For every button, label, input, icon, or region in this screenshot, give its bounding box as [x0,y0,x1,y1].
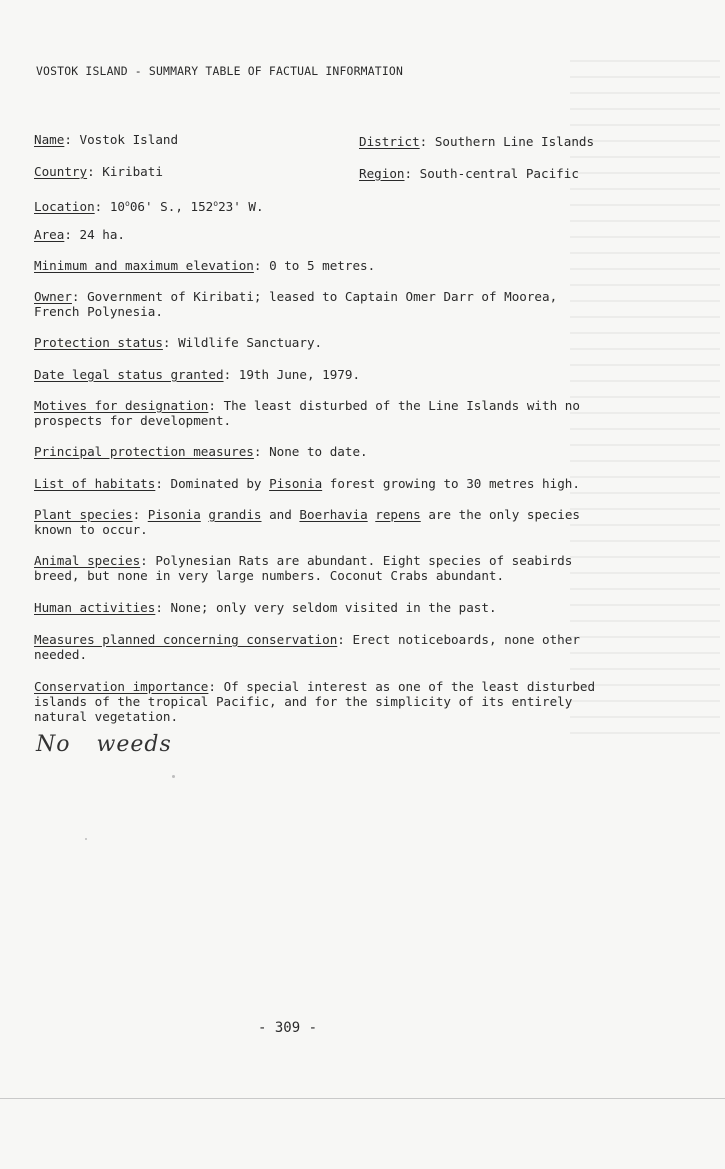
importance-line-1: Of special interest as one of the least disturbed [223,679,596,694]
location-field: Location: 10$^o$06' S., 152$^o$23' W. [34,199,264,214]
protection-measures-label: Principal protection measures [34,444,254,459]
elevation-label: Minimum and maximum elevation [34,258,254,273]
animals-field: Animal species: Polynesian Rats are abundant. Eight species of seabirds breed, but none in very large numbers. Coconut Crabs abundant. [34,553,573,583]
animals-line-1: Polynesian Rats are abundant. Eight species of seabirds [155,553,573,568]
plants-and: and [261,507,300,522]
degree-symbol: o [125,199,130,208]
region-value: South-central Pacific [419,166,579,181]
date-granted-value: 19th June, 1979. [238,367,361,382]
plants-rest: are the only species [420,507,580,522]
owner-line-2: French Polynesia. [34,304,163,319]
country-label: Country [34,164,88,179]
measures-planned-label: Measures planned concerning conservation [34,632,338,647]
date-granted-field: Date legal status granted: 19th June, 1979. [34,367,361,382]
country-field: Country: Kiribati [34,164,163,179]
area-label: Area [34,227,65,242]
measures-planned-field: Measures planned concerning conservation: Erect noticeboards, none other needed. [34,632,580,662]
paper-speck [172,775,175,778]
scan-edge-line [0,1098,725,1099]
owner-label: Owner [34,289,72,304]
habitats-post: forest growing to 30 metres high. [322,476,580,491]
location-label: Location [34,199,95,214]
measures-planned-line-1: Erect noticeboards, none other [352,632,580,647]
district-field: District: Southern Line Islands [359,134,595,149]
district-value: Southern Line Islands [434,134,595,149]
handwritten-word-2: weeds [96,732,172,757]
area-value: 24 ha. [79,227,126,242]
habitats-genus: Pisonia [269,476,323,491]
human-activities-field: Human activities: None; only very seldom visited in the past. [34,600,497,615]
importance-field: Conservation importance: Of special interest as one of the least disturbed islands of the tropical Pacific, and for the simplicity of its entirely natural vegetation. [34,679,596,724]
elevation-value: 0 to 5 metres. [269,258,376,273]
animals-label: Animal species [34,553,141,568]
region-label: Region [359,166,405,181]
owner-field: Owner: Government of Kiribati; leased to Captain Omer Darr of Moorea, French Polynesia. [34,289,558,319]
motives-label: Motives for designation [34,398,209,413]
habitats-field: List of habitats: Dominated by Pisonia forest growing to 30 metres high. [34,476,580,491]
animals-line-2: breed, but none in very large numbers. Coconut Crabs abundant. [34,568,505,583]
elevation-field: Minimum and maximum elevation: 0 to 5 metres. [34,258,376,273]
plant-species-1: grandis [208,507,262,522]
longitude-degrees: 152 [190,199,214,214]
latitude-minutes: 06' S., [129,199,191,214]
document-title: VOSTOK ISLAND - SUMMARY TABLE OF FACTUAL INFORMATION [36,64,404,78]
plant-genus-1: Pisonia [147,507,201,522]
plant-species-2: repens [375,507,421,522]
region-field: Region: South-central Pacific [359,166,579,181]
area-field: Area: 24 ha. [34,227,126,242]
measures-planned-line-2: needed. [34,647,88,662]
protection-status-value: Wildlife Sanctuary. [178,335,323,350]
page-number: - 309 - [258,1020,318,1036]
habitats-pre: Dominated by [170,476,270,491]
degree-symbol: o [213,199,219,208]
motives-field: Motives for designation: The least disturbed of the Line Islands with no prospects for development. [34,398,580,428]
human-activities-label: Human activities [34,600,156,615]
importance-line-2: islands of the tropical Pacific, and for the simplicity of its entirely [34,694,573,709]
show-through-text [570,60,720,740]
importance-line-3: natural vegetation. [34,709,179,724]
country-value: Kiribati [102,164,163,179]
paper-speck [85,838,87,840]
plants-field: Plant species: Pisonia grandis and Boerhavia repens are the only species known to occur. [34,507,580,537]
plants-line-2: known to occur. [34,522,148,537]
name-label: Name [34,132,65,147]
protection-status-label: Protection status [34,335,163,350]
plant-genus-2: Boerhavia [299,507,368,522]
habitats-label: List of habitats [34,476,156,491]
plants-label: Plant species [34,507,133,522]
owner-line-1: Government of Kiribati; leased to Captain Omer Darr of Moorea, [87,289,558,304]
protection-status-field: Protection status: Wildlife Sanctuary. [34,335,323,350]
name-field: Name: Vostok Island [34,132,179,147]
district-label: District [359,134,420,149]
importance-label: Conservation importance [34,679,209,694]
handwritten-word-1: No [36,732,71,757]
motives-line-2: prospects for development. [34,413,232,428]
latitude-degrees: 10 [109,199,126,214]
protection-measures-field: Principal protection measures: None to date. [34,444,368,459]
motives-line-1: The least disturbed of the Line Islands with no [223,398,580,413]
protection-measures-value: None to date. [269,444,368,459]
handwritten-note [36,732,172,757]
date-granted-label: Date legal status granted [34,367,224,382]
human-activities-value: None; only very seldom visited in the past. [170,600,497,615]
name-value: Vostok Island [79,132,179,147]
longitude-minutes: 23' W. [218,199,264,214]
